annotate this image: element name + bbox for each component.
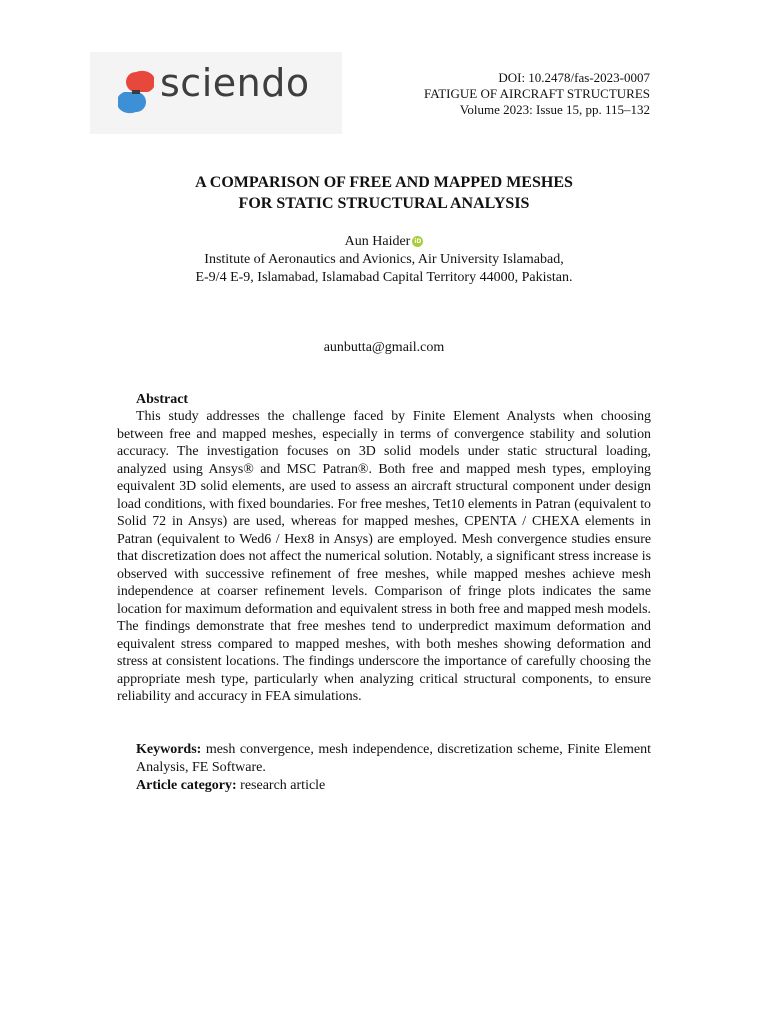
logo-text: sciendo xyxy=(160,61,310,105)
article-category xyxy=(136,777,325,795)
volume-issue: Volume 2023: Issue 15, pp. 115–132 xyxy=(459,102,650,117)
affiliation-line-1: Institute of Aeronautics and Avionics, Air University Islamabad, xyxy=(204,252,564,267)
category-text: research article xyxy=(240,778,326,793)
title-line-1: A COMPARISON OF FREE AND MAPPED MESHES xyxy=(195,174,573,191)
publisher-logo xyxy=(90,52,342,134)
title-line-2: FOR STATIC STRUCTURAL ANALYSIS xyxy=(238,195,530,212)
author-line xyxy=(0,233,768,251)
author-name: Aun Haider xyxy=(344,234,411,249)
keywords xyxy=(136,741,651,776)
author-email[interactable]: aunbutta@gmail.com xyxy=(323,340,445,355)
keywords-label: Keywords: xyxy=(136,742,202,757)
doi: DOI: 10.2478/fas-2023-0007 xyxy=(498,70,650,85)
journal-info xyxy=(424,70,650,118)
keywords-text: mesh convergence, mesh independence, discretization scheme, Finite Element Analysis, FE Software. xyxy=(136,742,651,775)
paper-title xyxy=(0,172,768,214)
abstract-text: This study addresses the challenge faced by Finite Element Analysts when choosing between free and mapped meshes, especially in terms of convergence stability and solution accuracy. The investigation focuses on 3D solid models under static structural loading, analyzed using Ansys® and MSC Patran®. Both free and mapped mesh types, employing equivalent 3D solid elements, are used to assess an aircraft structural component under design load conditions, with fixed boundaries. For free meshes, Tet10 elements in Patran (equivalent to Solid 72 in Ansys) are used, whereas for mapped meshes, CPENTA / CHEXA elements in Patran (equivalent to Wed6 / Hex8 in Ansys) are employed. Mesh convergence studies ensure that discretization does not affect the numerical solution. Notably, a significant stress increase is observed with successive refinement of free meshes, while mapped meshes achieve mesh independence at coarser refinement levels. Comparison of fringe plots indicates the same location for maximum deformation and equivalent stress in both free and mapped mesh models. The findings demonstrate that free meshes tend to underpredict maximum deformation and equivalent stress compared to mapped meshes, with both meshes showing deformation and stress at consistent locations. The findings underscore the importance of carefully choosing the appropriate mesh type, particularly when analyzing critical structural components, to ensure reliability and accuracy in FEA simulations. xyxy=(117,409,651,704)
author-block xyxy=(0,233,768,287)
category-label: Article category: xyxy=(136,778,237,793)
abstract-heading: Abstract xyxy=(136,392,189,407)
sciendo-logo-icon xyxy=(118,70,154,114)
journal-name: FATIGUE OF AIRCRAFT STRUCTURES xyxy=(424,86,650,101)
affiliation-line-2: E-9/4 E-9, Islamabad, Islamabad Capital Territory 44000, Pakistan. xyxy=(195,270,573,285)
orcid-icon[interactable]: iD xyxy=(414,238,422,246)
